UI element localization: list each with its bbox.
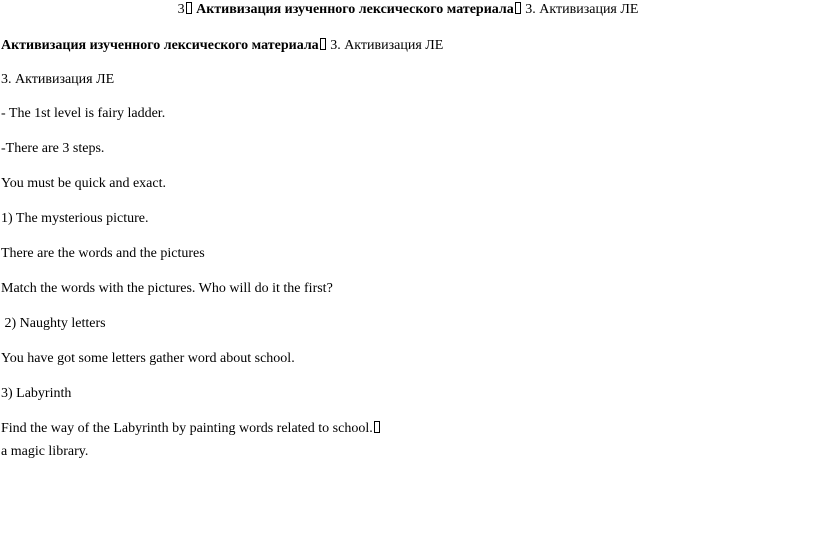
text-line: 1) The mysterious picture. — [1, 211, 149, 226]
heading-line — [1, 37, 443, 55]
missing-glyph-icon — [515, 2, 521, 14]
text-line: You have got some letters gather word about school. — [1, 351, 295, 366]
text-line: 3. Активизация ЛЕ — [1, 72, 115, 87]
text-line: a magic library. — [1, 444, 89, 459]
text-line: 2) Naughty letters — [1, 316, 106, 331]
heading-rest-text: 3. Активизация ЛЕ — [330, 38, 444, 53]
missing-glyph-icon — [374, 421, 380, 433]
text-line: There are the words and the pictures — [1, 246, 205, 261]
text-line: -There are 3 steps. — [1, 141, 105, 156]
title-rest-text: 3. Активизация ЛЕ — [525, 2, 639, 17]
missing-glyph-icon — [186, 2, 192, 14]
title-bold-text: Активизация изученного лексического материала — [196, 2, 514, 17]
text-line-content: Find the way of the Labyrinth by painting words related to school. — [1, 421, 373, 436]
text-line: You must be quick and exact. — [1, 176, 166, 191]
text-line: Match the words with the pictures. Who will do it the first? — [1, 281, 333, 296]
missing-glyph-icon — [320, 38, 326, 50]
text-line: - The 1st level is fairy ladder. — [1, 106, 166, 121]
text-line — [1, 420, 381, 438]
heading-bold-text: Активизация изученного лексического материала — [1, 38, 319, 53]
title-number: 3 — [177, 2, 185, 17]
text-line: 3) Labyrinth — [1, 386, 72, 401]
document-title — [0, 1, 816, 19]
